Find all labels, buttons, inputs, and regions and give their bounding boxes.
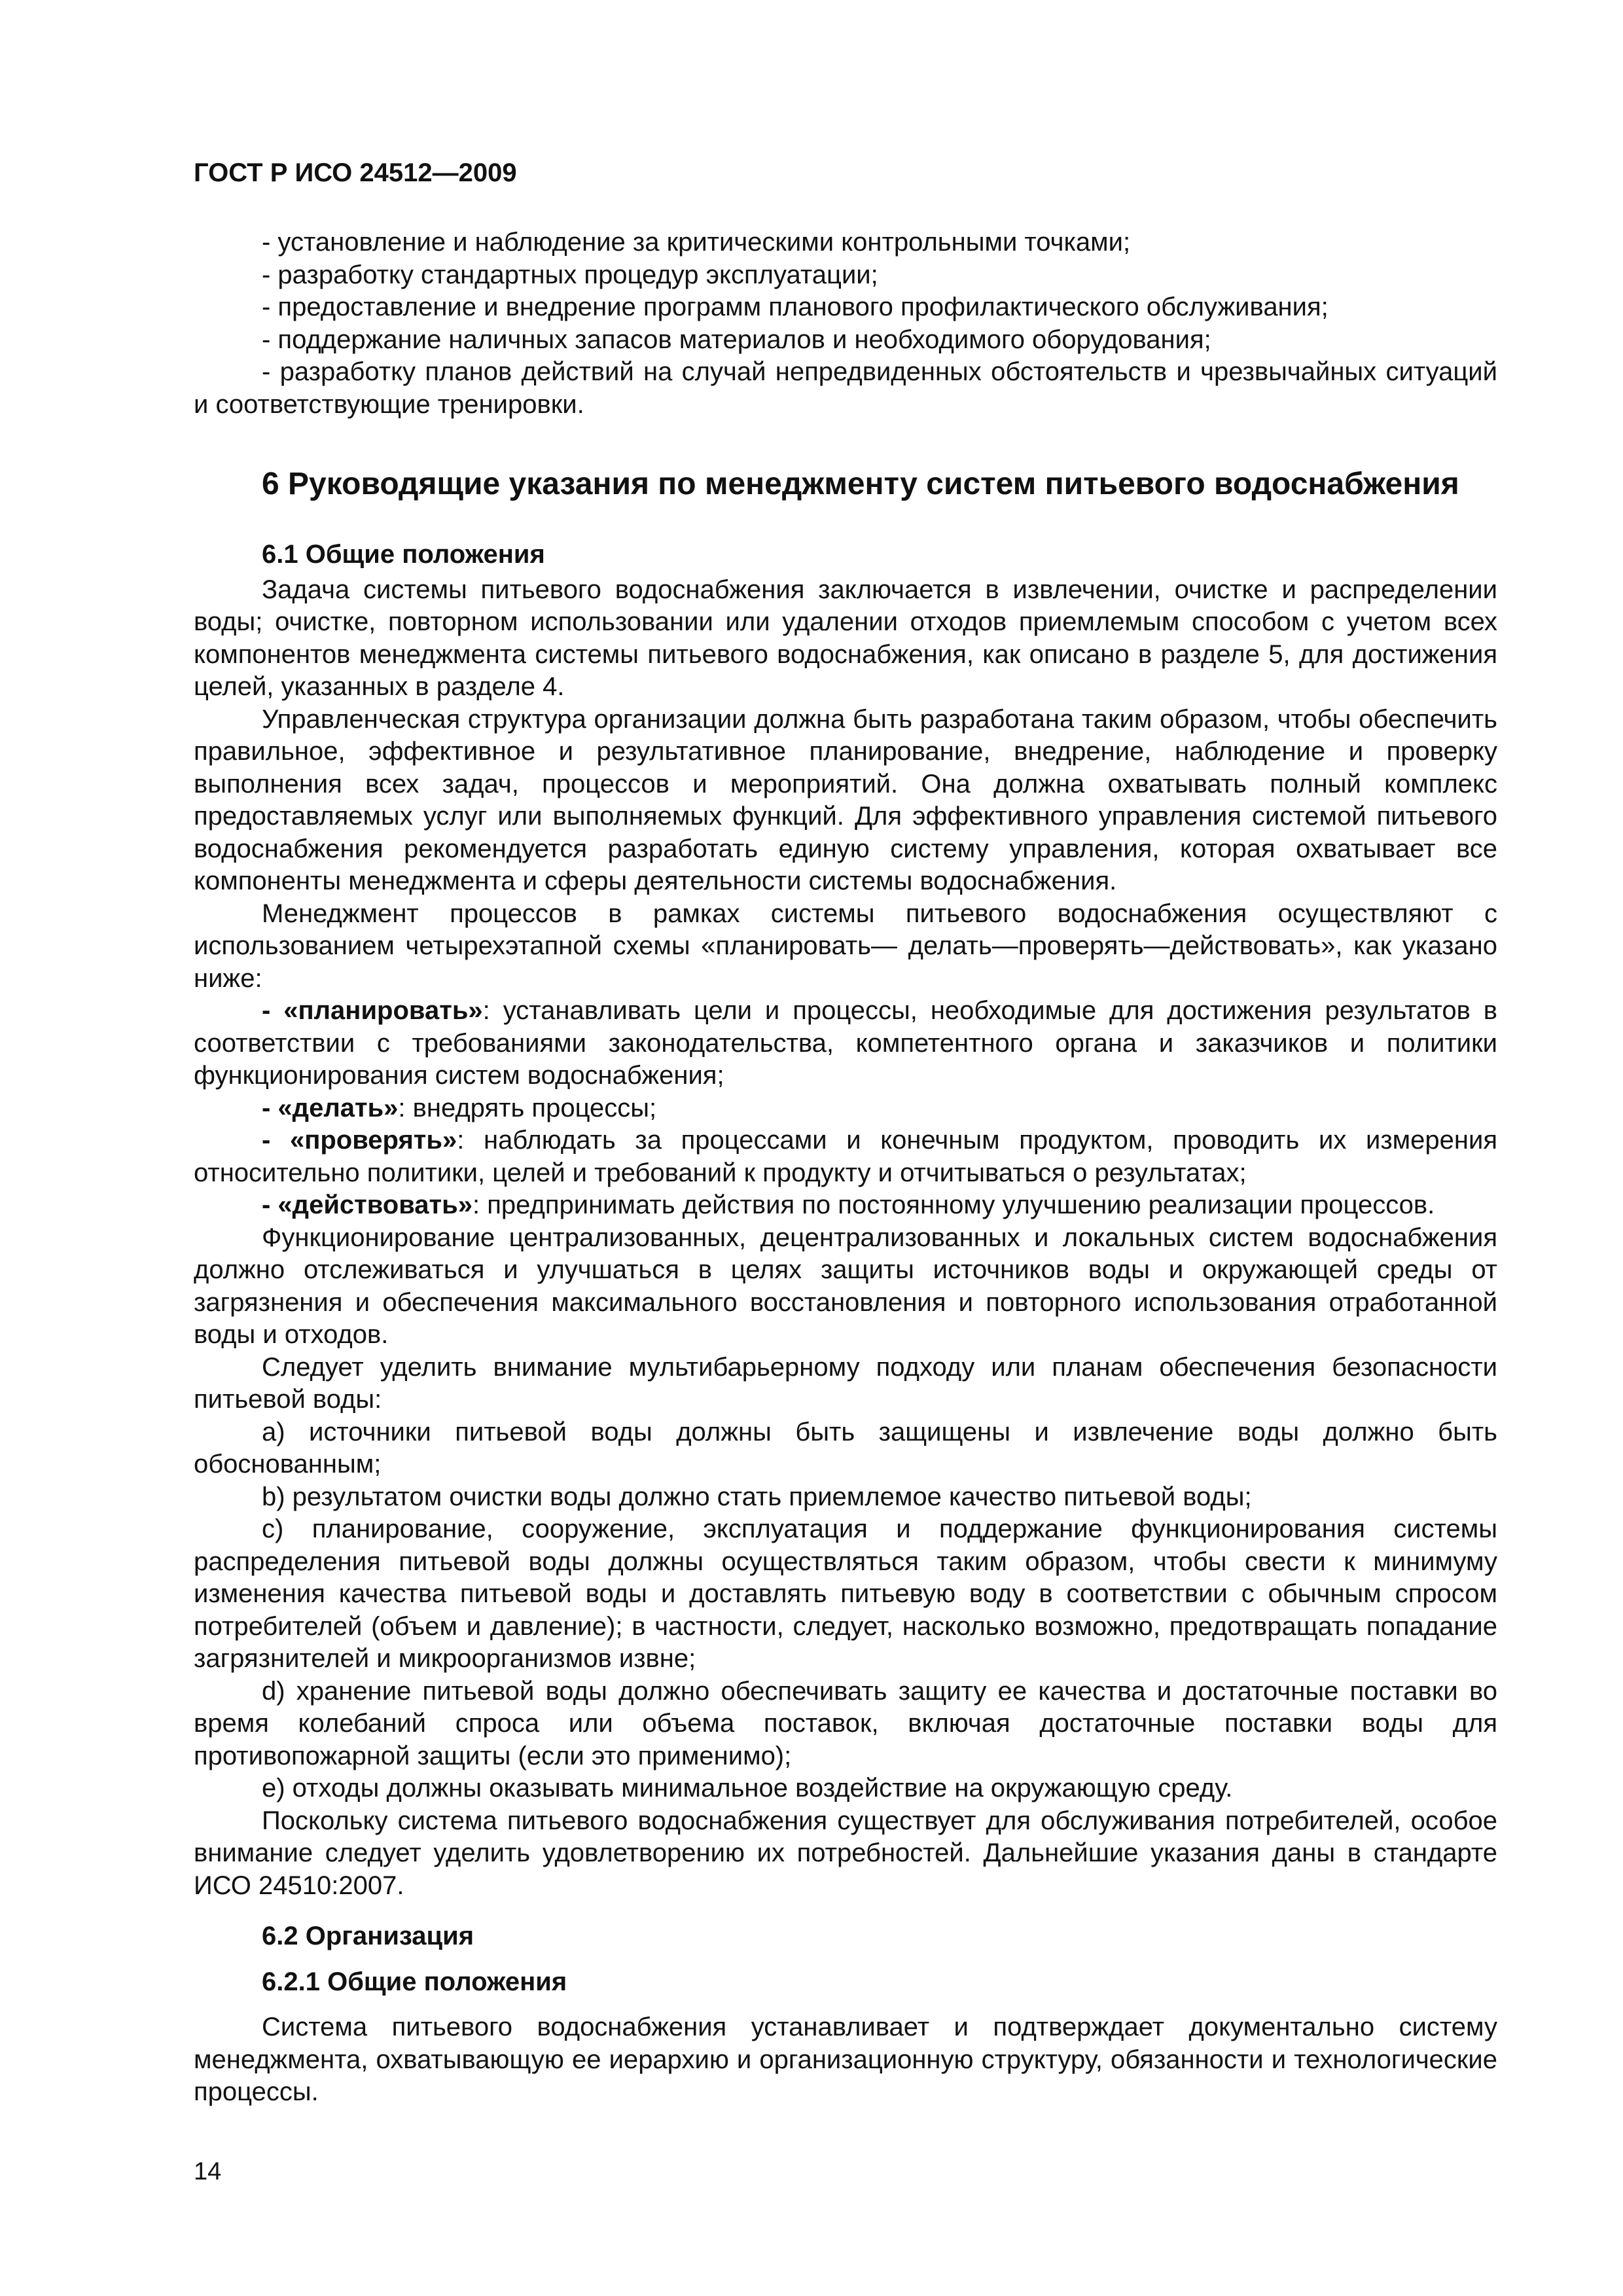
paragraph: Менеджмент процессов в рамках системы питьевого водоснабжения осуществляют с использованием четырехэтапной схемы «планировать— делать—проверять—действовать», как указано ниже: — [194, 899, 1497, 993]
paragraph: Задача системы питьевого водоснабжения заключается в извлечении, очистке и распределении воды; очистке, повторном использовании или удалении отходов приемлемым способом с учетом всех компонентов менеджмента системы питьевого водоснабжения, как описано в разделе 5, для достижения целей, указанных в разделе 4. — [194, 575, 1497, 701]
pdca-text: : предпринимать действия по постоянному улучшению реализации процессов. — [472, 1191, 1435, 1219]
pdca-term: - «планировать» — [262, 996, 483, 1025]
list-item: - поддержание наличных запасов материалов и необходимого оборудования; — [262, 325, 1211, 354]
pdca-term: - «действовать» — [262, 1191, 473, 1219]
list-item: b) результатом очистки воды должно стать приемлемое качество питьевой воды; — [262, 1482, 1252, 1511]
pdca-text: : внедрять процессы; — [398, 1093, 657, 1122]
paragraph: Система питьевого водоснабжения устанавливает и подтверждает документально систему менеджмента, охватывающую ее иерархию и организационную структуру, обязанности и технологические процессы. — [194, 2013, 1497, 2106]
paragraph: Следует уделить внимание мультибарьерному подходу или планам обеспечения безопасности питьевой воды: — [194, 1352, 1497, 1414]
standard-header: ГОСТ Р ИСО 24512—2009 — [194, 158, 517, 187]
list-item: - разработку планов действий на случай непредвиденных обстоятельств и чрезвычайных ситуаций и соответствующие тренировки. — [194, 357, 1497, 419]
subsection-6-2-heading: 6.2 Организация — [262, 1922, 474, 1950]
subsection-6-2-1-heading: 6.2.1 Общие положения — [262, 1967, 567, 1996]
list-item: - разработку стандартных процедур эксплуатации; — [262, 260, 878, 289]
list-item: - предоставление и внедрение программ планового профилактического обслуживания; — [262, 293, 1329, 321]
list-item: e) отходы должны оказывать минимальное воздействие на окружающую среду. — [262, 1774, 1233, 1803]
section-6-heading: 6 Руководящие указания по менеджменту систем питьевого водоснабжения — [262, 467, 1459, 501]
paragraph: Функционирование централизованных, децентрализованных и локальных систем водоснабжения должно отслеживаться и улучшаться в целях защиты источников воды и окружающей среды от загрязнения и обеспечения максимального восстановления и повторного использования отработанной воды и отходов. — [194, 1223, 1497, 1349]
paragraph: Поскольку система питьевого водоснабжения существует для обслуживания потребителей, особое внимание следует уделить удовлетворению их потребностей. Дальнейшие указания даны в стандарте ИСО 24510:2007. — [194, 1806, 1497, 1900]
pdca-term: - «проверять» — [262, 1126, 457, 1155]
pdca-item-check — [194, 1124, 1497, 1189]
page-number: 14 — [194, 2158, 222, 2185]
paragraph: Управленческая структура организации должна быть разработана таким образом, чтобы обеспечить правильное, эффективное и результативное планирование, внедрение, наблюдение и проверку выполнения всех задач, процессов и мероприятий. Она должна охватывать полный комплекс предоставляемых услуг или выполняемых функций. Для эффективного управления системой питьевого водоснабжения рекомендуется разработать единую систему управления, которая охватывает все компоненты менеджмента и сферы деятельности системы водоснабжения. — [194, 704, 1497, 895]
document-page — [194, 0, 1497, 2296]
pdca-item-do — [194, 1092, 1497, 1125]
pdca-item-act — [194, 1189, 1497, 1222]
list-item: a) источники питьевой воды должны быть защищены и извлечение воды должно быть обоснованным; — [194, 1417, 1497, 1479]
list-item: d) хранение питьевой воды должно обеспечивать защиту ее качества и достаточные поставки во время колебаний спроса или объема поставок, включая достаточные поставки воды для противопожарной защиты (если это применимо); — [194, 1676, 1497, 1770]
page-body — [194, 226, 1497, 2109]
subsection-6-1-heading: 6.1 Общие положения — [262, 540, 545, 569]
pdca-text: : наблюдать за процессами и конечным продуктом, проводить их измерения относительно политики, целей и требований к продукту и отчитываться о результатах; — [194, 1126, 1497, 1187]
list-item: - установление и наблюдение за критическими контрольными точками; — [262, 228, 1131, 257]
pdca-term: - «делать» — [262, 1093, 399, 1122]
pdca-text: : устанавливать цели и процессы, необходимые для достижения результатов в соответствии с требованиями законодательства, компетентного органа и заказчиков и политики функционирования систем водоснабжения; — [194, 996, 1497, 1090]
pdca-item-plan — [194, 995, 1497, 1092]
list-item: c) планирование, сооружение, эксплуатация и поддержание функционирования системы распределения питьевой воды должны осуществляться таким образом, чтобы свести к минимуму изменения качества питьевой воды и доставлять питьевую воду в соответствии с обычным спросом потребителей (объем и давление); в частности, следует, насколько возможно, предотвращать попадание загрязнителей и микроорганизмов извне; — [194, 1515, 1497, 1673]
